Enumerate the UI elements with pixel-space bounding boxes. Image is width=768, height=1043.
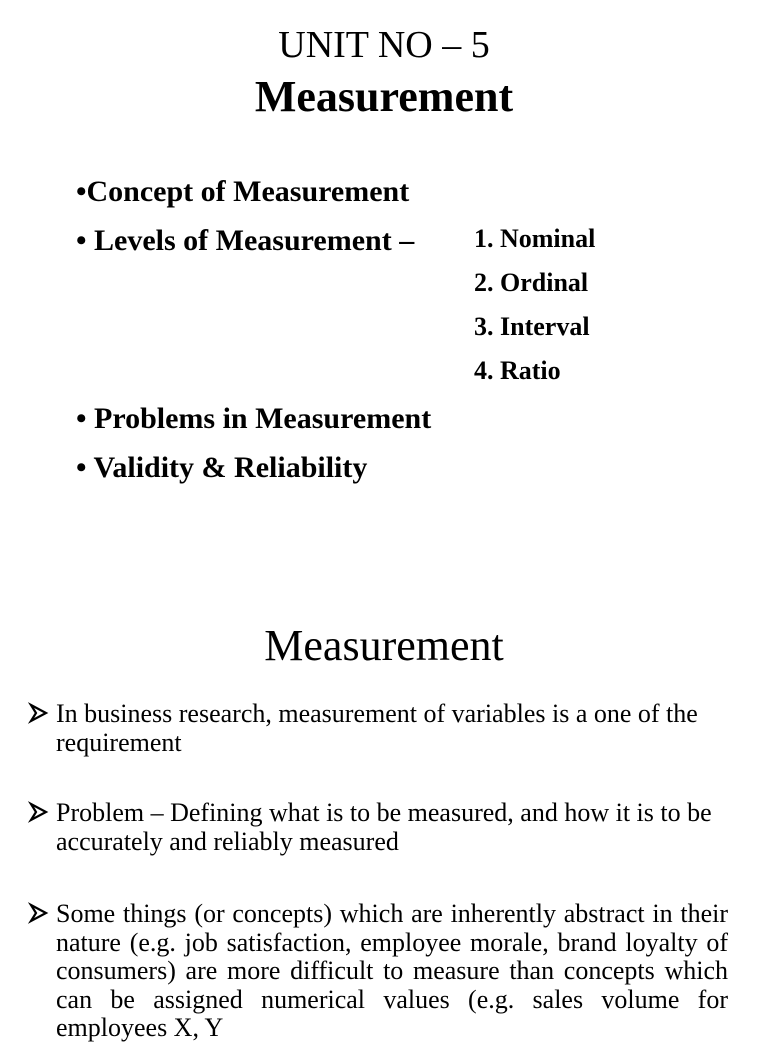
topic-problems: • Problems in Measurement — [76, 402, 432, 435]
slide-title: Measurement — [254, 72, 514, 121]
arrow-bullet-icon — [28, 900, 56, 1043]
level-item-interval: 3. Interval — [474, 312, 590, 341]
unit-number: UNIT NO – 5 — [278, 24, 490, 66]
slide-title: Measurement — [264, 621, 504, 670]
level-item-nominal: 1. Nominal — [474, 224, 596, 253]
topic-concept: •Concept of Measurement — [76, 175, 410, 208]
bullet-text: Problem – Defining what is to be measured, and how it is to be accurately and reliably measured — [56, 798, 712, 856]
bullet-text: Some things (or concepts) which are inherently abstract in their nature (e.g. job satisfaction, employee morale, brand loyalty of consumers) are more difficult to measure than concepts which can be assigned numerical values (e.g. sales volume for employees X, Y — [56, 899, 728, 1042]
topic-validity: • Validity & Reliability — [76, 451, 368, 484]
bullet-item — [28, 900, 728, 1043]
bullet-item — [28, 799, 728, 856]
bullet-text: In business research, measurement of variables is a one of the requirement — [56, 699, 698, 757]
arrow-bullet-icon — [28, 700, 56, 757]
slide-measurement — [0, 560, 768, 1042]
arrow-bullet-icon — [28, 799, 56, 856]
topic-levels: • Levels of Measurement – — [76, 224, 415, 257]
level-item-ordinal: 2. Ordinal — [474, 268, 589, 297]
levels-list — [474, 224, 595, 400]
bullet-item — [28, 700, 728, 757]
level-item-ratio: 4. Ratio — [474, 356, 561, 385]
